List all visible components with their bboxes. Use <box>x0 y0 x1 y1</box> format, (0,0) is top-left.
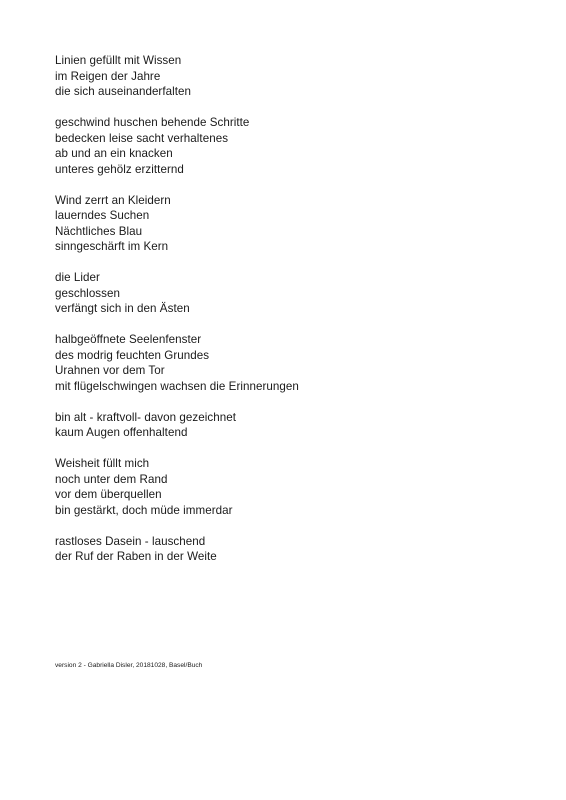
poem-stanza-1 <box>55 53 535 100</box>
poem-line: Weisheit füllt mich <box>55 457 150 470</box>
poem-line: die Lider <box>55 271 100 284</box>
poem-line: mit flügelschwingen wachsen die Erinnerungen <box>55 379 299 393</box>
poem-line: bedecken leise sacht verhaltenes <box>55 131 229 145</box>
poem-line: Urahnen vor dem Tor <box>55 364 165 377</box>
poem-line: Nächtliches Blau <box>55 224 143 238</box>
poem-stanza-7 <box>55 456 535 518</box>
poem-stanza-6 <box>55 410 535 441</box>
poem-line: der Ruf der Raben in der Weite <box>55 550 217 563</box>
poem-line: noch unter dem Rand <box>55 472 168 486</box>
poem-stanza-4 <box>55 270 535 317</box>
poem-stanza-2 <box>55 115 535 177</box>
poem-line: im Reigen der Jahre <box>55 69 161 83</box>
poem-line: vor dem überquellen <box>55 488 162 501</box>
poem-line: geschwind huschen behende Schritte <box>55 116 250 129</box>
poem-line: rastloses Dasein - lauschend <box>55 534 206 548</box>
poem-body <box>55 53 535 580</box>
poem-line: Wind zerrt an Kleidern <box>55 193 171 207</box>
poem-stanza-8 <box>55 534 535 565</box>
poem-line: halbgeöffnete Seelenfenster <box>55 333 202 346</box>
version-footer: version 2 - Gabriella Disler, 20181028, Basel/Buch <box>55 662 203 669</box>
poem-line: unteres gehölz erzitternd <box>55 162 184 176</box>
poem-line: bin alt - kraftvoll- davon gezeichnet <box>55 410 237 424</box>
poem-line: sinngeschärft im Kern <box>55 240 169 253</box>
poem-line: geschlossen <box>55 286 121 300</box>
poem-line: lauerndes Suchen <box>55 209 150 222</box>
poem-line: Linien gefüllt mit Wissen <box>55 54 182 67</box>
poem-line: kaum Augen offenhaltend <box>55 426 188 439</box>
poem-line: bin gestärkt, doch müde immerdar <box>55 503 233 517</box>
poem-line: verfängt sich in den Ästen <box>55 302 190 315</box>
poem-line: ab und an ein knacken <box>55 147 173 160</box>
poem-line: des modrig feuchten Grundes <box>55 348 210 362</box>
poem-stanza-3 <box>55 193 535 255</box>
poem-line: die sich auseinanderfalten <box>55 85 192 98</box>
poem-stanza-5 <box>55 332 535 394</box>
